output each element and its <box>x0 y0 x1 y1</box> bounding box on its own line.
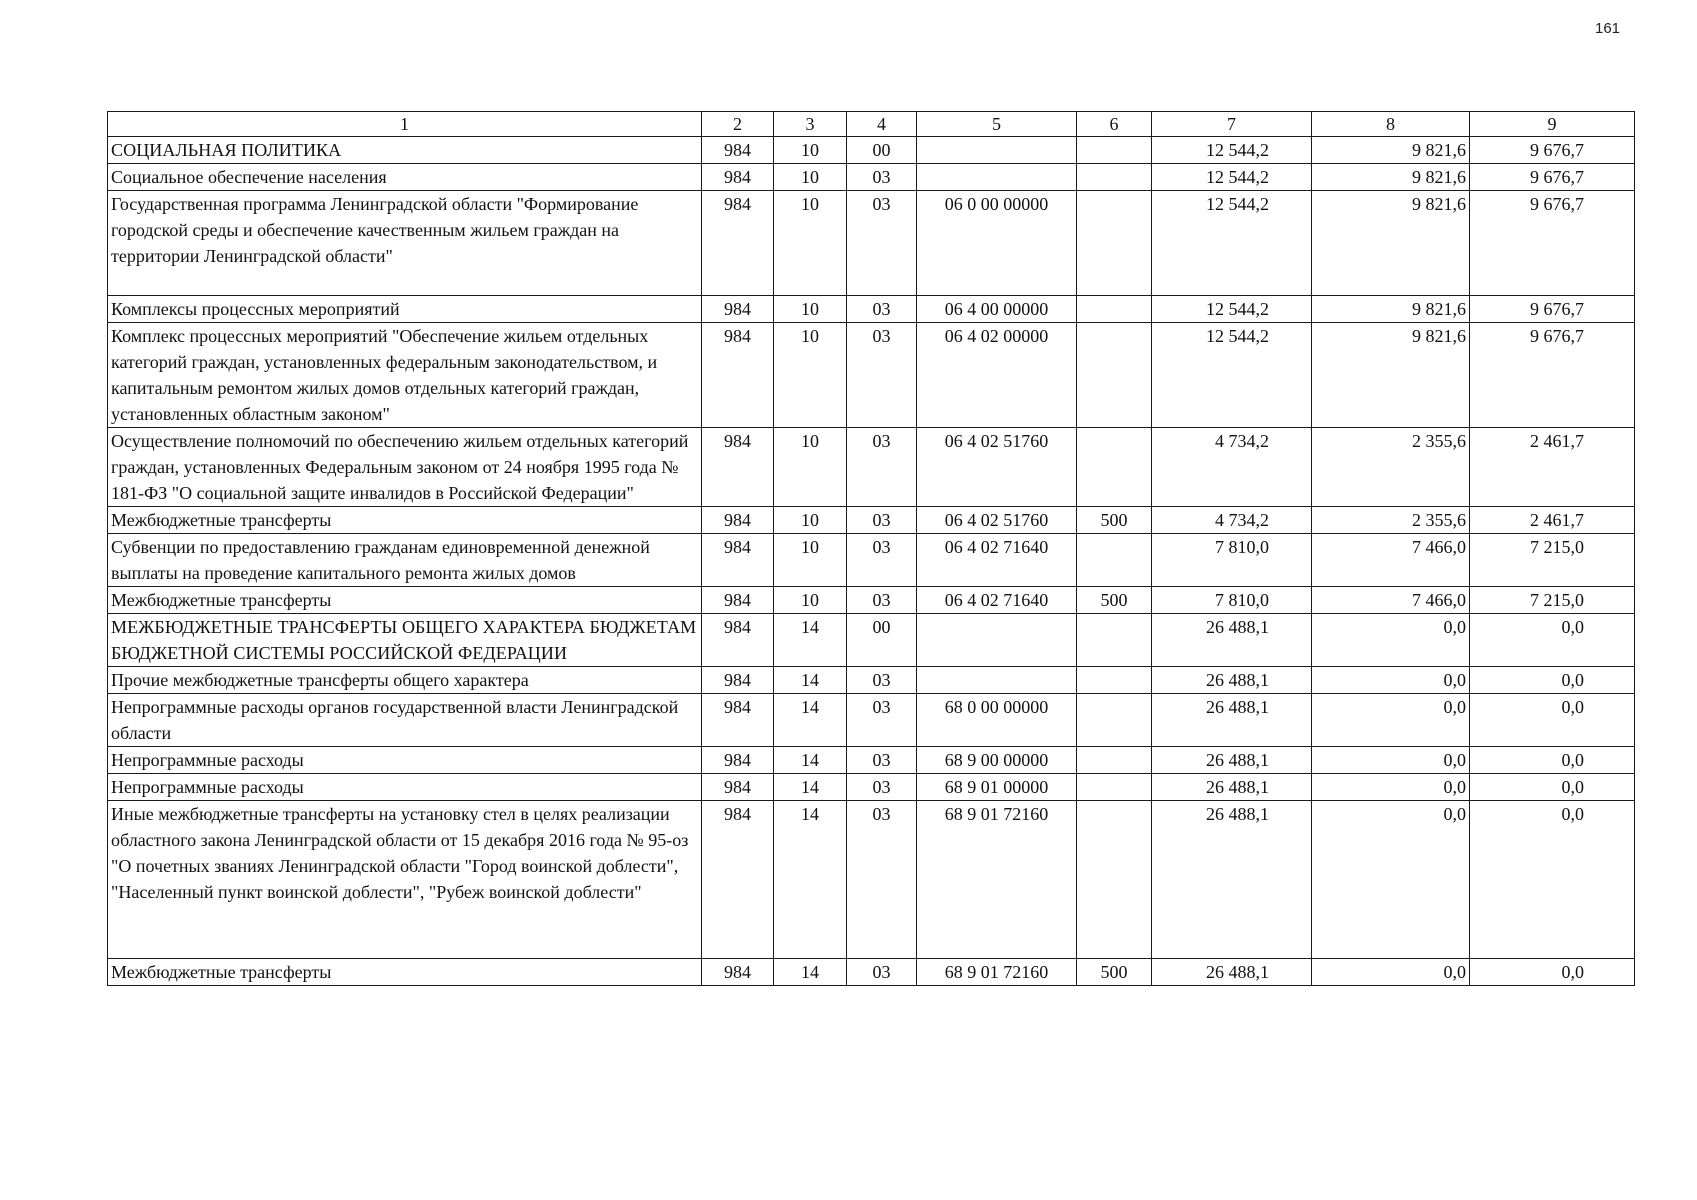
cell-section: 10 <box>774 534 847 587</box>
cell-expense-type <box>1077 747 1152 774</box>
cell-amount-9: 9 676,7 <box>1470 191 1635 296</box>
cell-expense-type: 500 <box>1077 959 1152 986</box>
cell-amount-7: 7 810,0 <box>1152 534 1312 587</box>
cell-amount-8: 2 355,6 <box>1312 428 1470 507</box>
cell-subsection: 03 <box>847 694 917 747</box>
cell-expense-type <box>1077 694 1152 747</box>
cell-grbs: 984 <box>702 747 774 774</box>
row-name: Государственная программа Ленинградской области "Формирование городской среды и обеспечение качественным жильем граждан на территории Ленинградской области" <box>108 191 702 296</box>
cell-target-article <box>917 164 1077 191</box>
table-row <box>108 137 1635 164</box>
cell-section: 10 <box>774 137 847 164</box>
row-name: Осуществление полномочий по обеспечению жильем отдельных категорий граждан, установленных Федеральным законом от 24 ноября 1995 года № 181-ФЗ "О социальной защите инвалидов в Российской Федерации" <box>108 428 702 507</box>
cell-target-article <box>917 614 1077 667</box>
table-row <box>108 507 1635 534</box>
cell-section: 14 <box>774 801 847 959</box>
cell-amount-9: 9 676,7 <box>1470 137 1635 164</box>
cell-target-article: 06 0 00 00000 <box>917 191 1077 296</box>
row-name: МЕЖБЮДЖЕТНЫЕ ТРАНСФЕРТЫ ОБЩЕГО ХАРАКТЕРА БЮДЖЕТАМ БЮДЖЕТНОЙ СИСТЕМЫ РОССИЙСКОЙ ФЕДЕРАЦИИ <box>108 614 702 667</box>
cell-amount-9: 0,0 <box>1470 667 1635 694</box>
cell-amount-7: 12 544,2 <box>1152 323 1312 428</box>
cell-target-article <box>917 137 1077 164</box>
cell-expense-type <box>1077 164 1152 191</box>
cell-amount-7: 4 734,2 <box>1152 428 1312 507</box>
cell-grbs: 984 <box>702 959 774 986</box>
row-name: Иные межбюджетные трансферты на установку стел в целях реализации областного закона Ленинградской области от 15 декабря 2016 года № 95-оз "О почетных званиях Ленинградской области "Город воинской доблести", "Населенный пункт воинской доблести", "Рубеж воинской доблести" <box>108 801 702 959</box>
cell-grbs: 984 <box>702 191 774 296</box>
cell-subsection: 03 <box>847 959 917 986</box>
cell-amount-9: 9 676,7 <box>1470 323 1635 428</box>
cell-amount-8: 7 466,0 <box>1312 534 1470 587</box>
cell-target-article: 68 0 00 00000 <box>917 694 1077 747</box>
row-name: Социальное обеспечение населения <box>108 164 702 191</box>
table-row <box>108 587 1635 614</box>
cell-target-article: 06 4 00 00000 <box>917 296 1077 323</box>
cell-section: 10 <box>774 428 847 507</box>
cell-section: 10 <box>774 164 847 191</box>
cell-grbs: 984 <box>702 323 774 428</box>
cell-target-article: 68 9 01 72160 <box>917 959 1077 986</box>
cell-amount-8: 9 821,6 <box>1312 137 1470 164</box>
header-cell: 5 <box>917 112 1077 137</box>
cell-amount-9: 2 461,7 <box>1470 507 1635 534</box>
cell-target-article: 06 4 02 00000 <box>917 323 1077 428</box>
cell-amount-7: 26 488,1 <box>1152 774 1312 801</box>
table-row <box>108 694 1635 747</box>
row-name: Межбюджетные трансферты <box>108 507 702 534</box>
cell-grbs: 984 <box>702 534 774 587</box>
table-row <box>108 296 1635 323</box>
cell-expense-type: 500 <box>1077 587 1152 614</box>
page-number: 161 <box>1595 20 1621 37</box>
cell-amount-7: 26 488,1 <box>1152 694 1312 747</box>
cell-amount-8: 9 821,6 <box>1312 296 1470 323</box>
cell-section: 14 <box>774 614 847 667</box>
cell-amount-7: 26 488,1 <box>1152 801 1312 959</box>
cell-grbs: 984 <box>702 587 774 614</box>
cell-amount-7: 12 544,2 <box>1152 191 1312 296</box>
cell-amount-8: 9 821,6 <box>1312 191 1470 296</box>
cell-amount-9: 0,0 <box>1470 747 1635 774</box>
cell-amount-7: 7 810,0 <box>1152 587 1312 614</box>
cell-expense-type <box>1077 774 1152 801</box>
table-row <box>108 747 1635 774</box>
cell-target-article <box>917 667 1077 694</box>
cell-amount-7: 12 544,2 <box>1152 296 1312 323</box>
cell-subsection: 03 <box>847 667 917 694</box>
row-name: Непрограммные расходы органов государственной власти Ленинградской области <box>108 694 702 747</box>
row-name: Непрограммные расходы <box>108 774 702 801</box>
cell-target-article: 68 9 01 00000 <box>917 774 1077 801</box>
cell-amount-8: 0,0 <box>1312 747 1470 774</box>
cell-subsection: 03 <box>847 164 917 191</box>
cell-amount-7: 26 488,1 <box>1152 614 1312 667</box>
cell-grbs: 984 <box>702 428 774 507</box>
cell-section: 10 <box>774 323 847 428</box>
cell-amount-8: 0,0 <box>1312 959 1470 986</box>
cell-grbs: 984 <box>702 774 774 801</box>
cell-target-article: 06 4 02 51760 <box>917 428 1077 507</box>
cell-target-article: 68 9 00 00000 <box>917 747 1077 774</box>
cell-amount-8: 9 821,6 <box>1312 164 1470 191</box>
cell-grbs: 984 <box>702 614 774 667</box>
cell-subsection: 00 <box>847 614 917 667</box>
cell-expense-type <box>1077 191 1152 296</box>
cell-amount-7: 4 734,2 <box>1152 507 1312 534</box>
cell-amount-8: 0,0 <box>1312 801 1470 959</box>
cell-amount-9: 0,0 <box>1470 801 1635 959</box>
header-cell: 4 <box>847 112 917 137</box>
table-row <box>108 801 1635 959</box>
cell-subsection: 03 <box>847 801 917 959</box>
cell-grbs: 984 <box>702 296 774 323</box>
table-row <box>108 667 1635 694</box>
cell-section: 10 <box>774 507 847 534</box>
cell-grbs: 984 <box>702 667 774 694</box>
cell-amount-9: 0,0 <box>1470 959 1635 986</box>
cell-amount-8: 0,0 <box>1312 774 1470 801</box>
cell-amount-8: 0,0 <box>1312 667 1470 694</box>
cell-amount-7: 12 544,2 <box>1152 137 1312 164</box>
header-cell: 9 <box>1470 112 1635 137</box>
table-header-row <box>108 112 1635 137</box>
cell-expense-type <box>1077 534 1152 587</box>
cell-section: 14 <box>774 694 847 747</box>
cell-amount-8: 7 466,0 <box>1312 587 1470 614</box>
cell-expense-type <box>1077 137 1152 164</box>
cell-section: 14 <box>774 667 847 694</box>
cell-expense-type <box>1077 296 1152 323</box>
cell-subsection: 03 <box>847 534 917 587</box>
header-cell: 2 <box>702 112 774 137</box>
table-row <box>108 774 1635 801</box>
cell-target-article: 68 9 01 72160 <box>917 801 1077 959</box>
cell-section: 10 <box>774 296 847 323</box>
header-cell: 6 <box>1077 112 1152 137</box>
cell-section: 14 <box>774 959 847 986</box>
cell-subsection: 00 <box>847 137 917 164</box>
table-row <box>108 191 1635 296</box>
cell-grbs: 984 <box>702 694 774 747</box>
table-row <box>108 534 1635 587</box>
row-name: СОЦИАЛЬНАЯ ПОЛИТИКА <box>108 137 702 164</box>
cell-expense-type: 500 <box>1077 507 1152 534</box>
header-cell: 3 <box>774 112 847 137</box>
row-name: Субвенции по предоставлению гражданам единовременной денежной выплаты на проведение капитального ремонта жилых домов <box>108 534 702 587</box>
cell-amount-8: 0,0 <box>1312 694 1470 747</box>
row-name: Прочие межбюджетные трансферты общего характера <box>108 667 702 694</box>
cell-subsection: 03 <box>847 747 917 774</box>
table-row <box>108 614 1635 667</box>
cell-section: 10 <box>774 587 847 614</box>
budget-table <box>107 111 1635 986</box>
header-cell: 7 <box>1152 112 1312 137</box>
header-cell: 1 <box>108 112 702 137</box>
cell-expense-type <box>1077 667 1152 694</box>
header-cell: 8 <box>1312 112 1470 137</box>
cell-grbs: 984 <box>702 507 774 534</box>
cell-amount-9: 7 215,0 <box>1470 587 1635 614</box>
cell-expense-type <box>1077 801 1152 959</box>
cell-amount-8: 9 821,6 <box>1312 323 1470 428</box>
cell-amount-9: 9 676,7 <box>1470 296 1635 323</box>
row-name: Комплекс процессных мероприятий "Обеспечение жильем отдельных категорий граждан, установленных федеральным законодательством, и капитальным ремонтом жилых домов отдельных категорий граждан, установленных областным законом" <box>108 323 702 428</box>
cell-amount-9: 7 215,0 <box>1470 534 1635 587</box>
row-name: Межбюджетные трансферты <box>108 587 702 614</box>
cell-amount-9: 2 461,7 <box>1470 428 1635 507</box>
cell-target-article: 06 4 02 71640 <box>917 587 1077 614</box>
row-name: Комплексы процессных мероприятий <box>108 296 702 323</box>
cell-amount-7: 26 488,1 <box>1152 959 1312 986</box>
cell-expense-type <box>1077 428 1152 507</box>
cell-amount-9: 0,0 <box>1470 694 1635 747</box>
cell-subsection: 03 <box>847 774 917 801</box>
table-row <box>108 959 1635 986</box>
cell-target-article: 06 4 02 71640 <box>917 534 1077 587</box>
cell-amount-7: 26 488,1 <box>1152 667 1312 694</box>
cell-target-article: 06 4 02 51760 <box>917 507 1077 534</box>
cell-amount-7: 12 544,2 <box>1152 164 1312 191</box>
cell-grbs: 984 <box>702 801 774 959</box>
cell-amount-9: 0,0 <box>1470 614 1635 667</box>
table-row <box>108 323 1635 428</box>
cell-section: 14 <box>774 774 847 801</box>
cell-grbs: 984 <box>702 137 774 164</box>
cell-subsection: 03 <box>847 587 917 614</box>
cell-subsection: 03 <box>847 191 917 296</box>
cell-subsection: 03 <box>847 323 917 428</box>
cell-section: 14 <box>774 747 847 774</box>
cell-expense-type <box>1077 614 1152 667</box>
row-name: Непрограммные расходы <box>108 747 702 774</box>
cell-amount-9: 0,0 <box>1470 774 1635 801</box>
cell-subsection: 03 <box>847 296 917 323</box>
table-row <box>108 428 1635 507</box>
table-row <box>108 164 1635 191</box>
cell-amount-8: 2 355,6 <box>1312 507 1470 534</box>
cell-amount-8: 0,0 <box>1312 614 1470 667</box>
cell-subsection: 03 <box>847 428 917 507</box>
cell-section: 10 <box>774 191 847 296</box>
row-name: Межбюджетные трансферты <box>108 959 702 986</box>
cell-expense-type <box>1077 323 1152 428</box>
cell-amount-7: 26 488,1 <box>1152 747 1312 774</box>
cell-grbs: 984 <box>702 164 774 191</box>
cell-amount-9: 9 676,7 <box>1470 164 1635 191</box>
cell-subsection: 03 <box>847 507 917 534</box>
